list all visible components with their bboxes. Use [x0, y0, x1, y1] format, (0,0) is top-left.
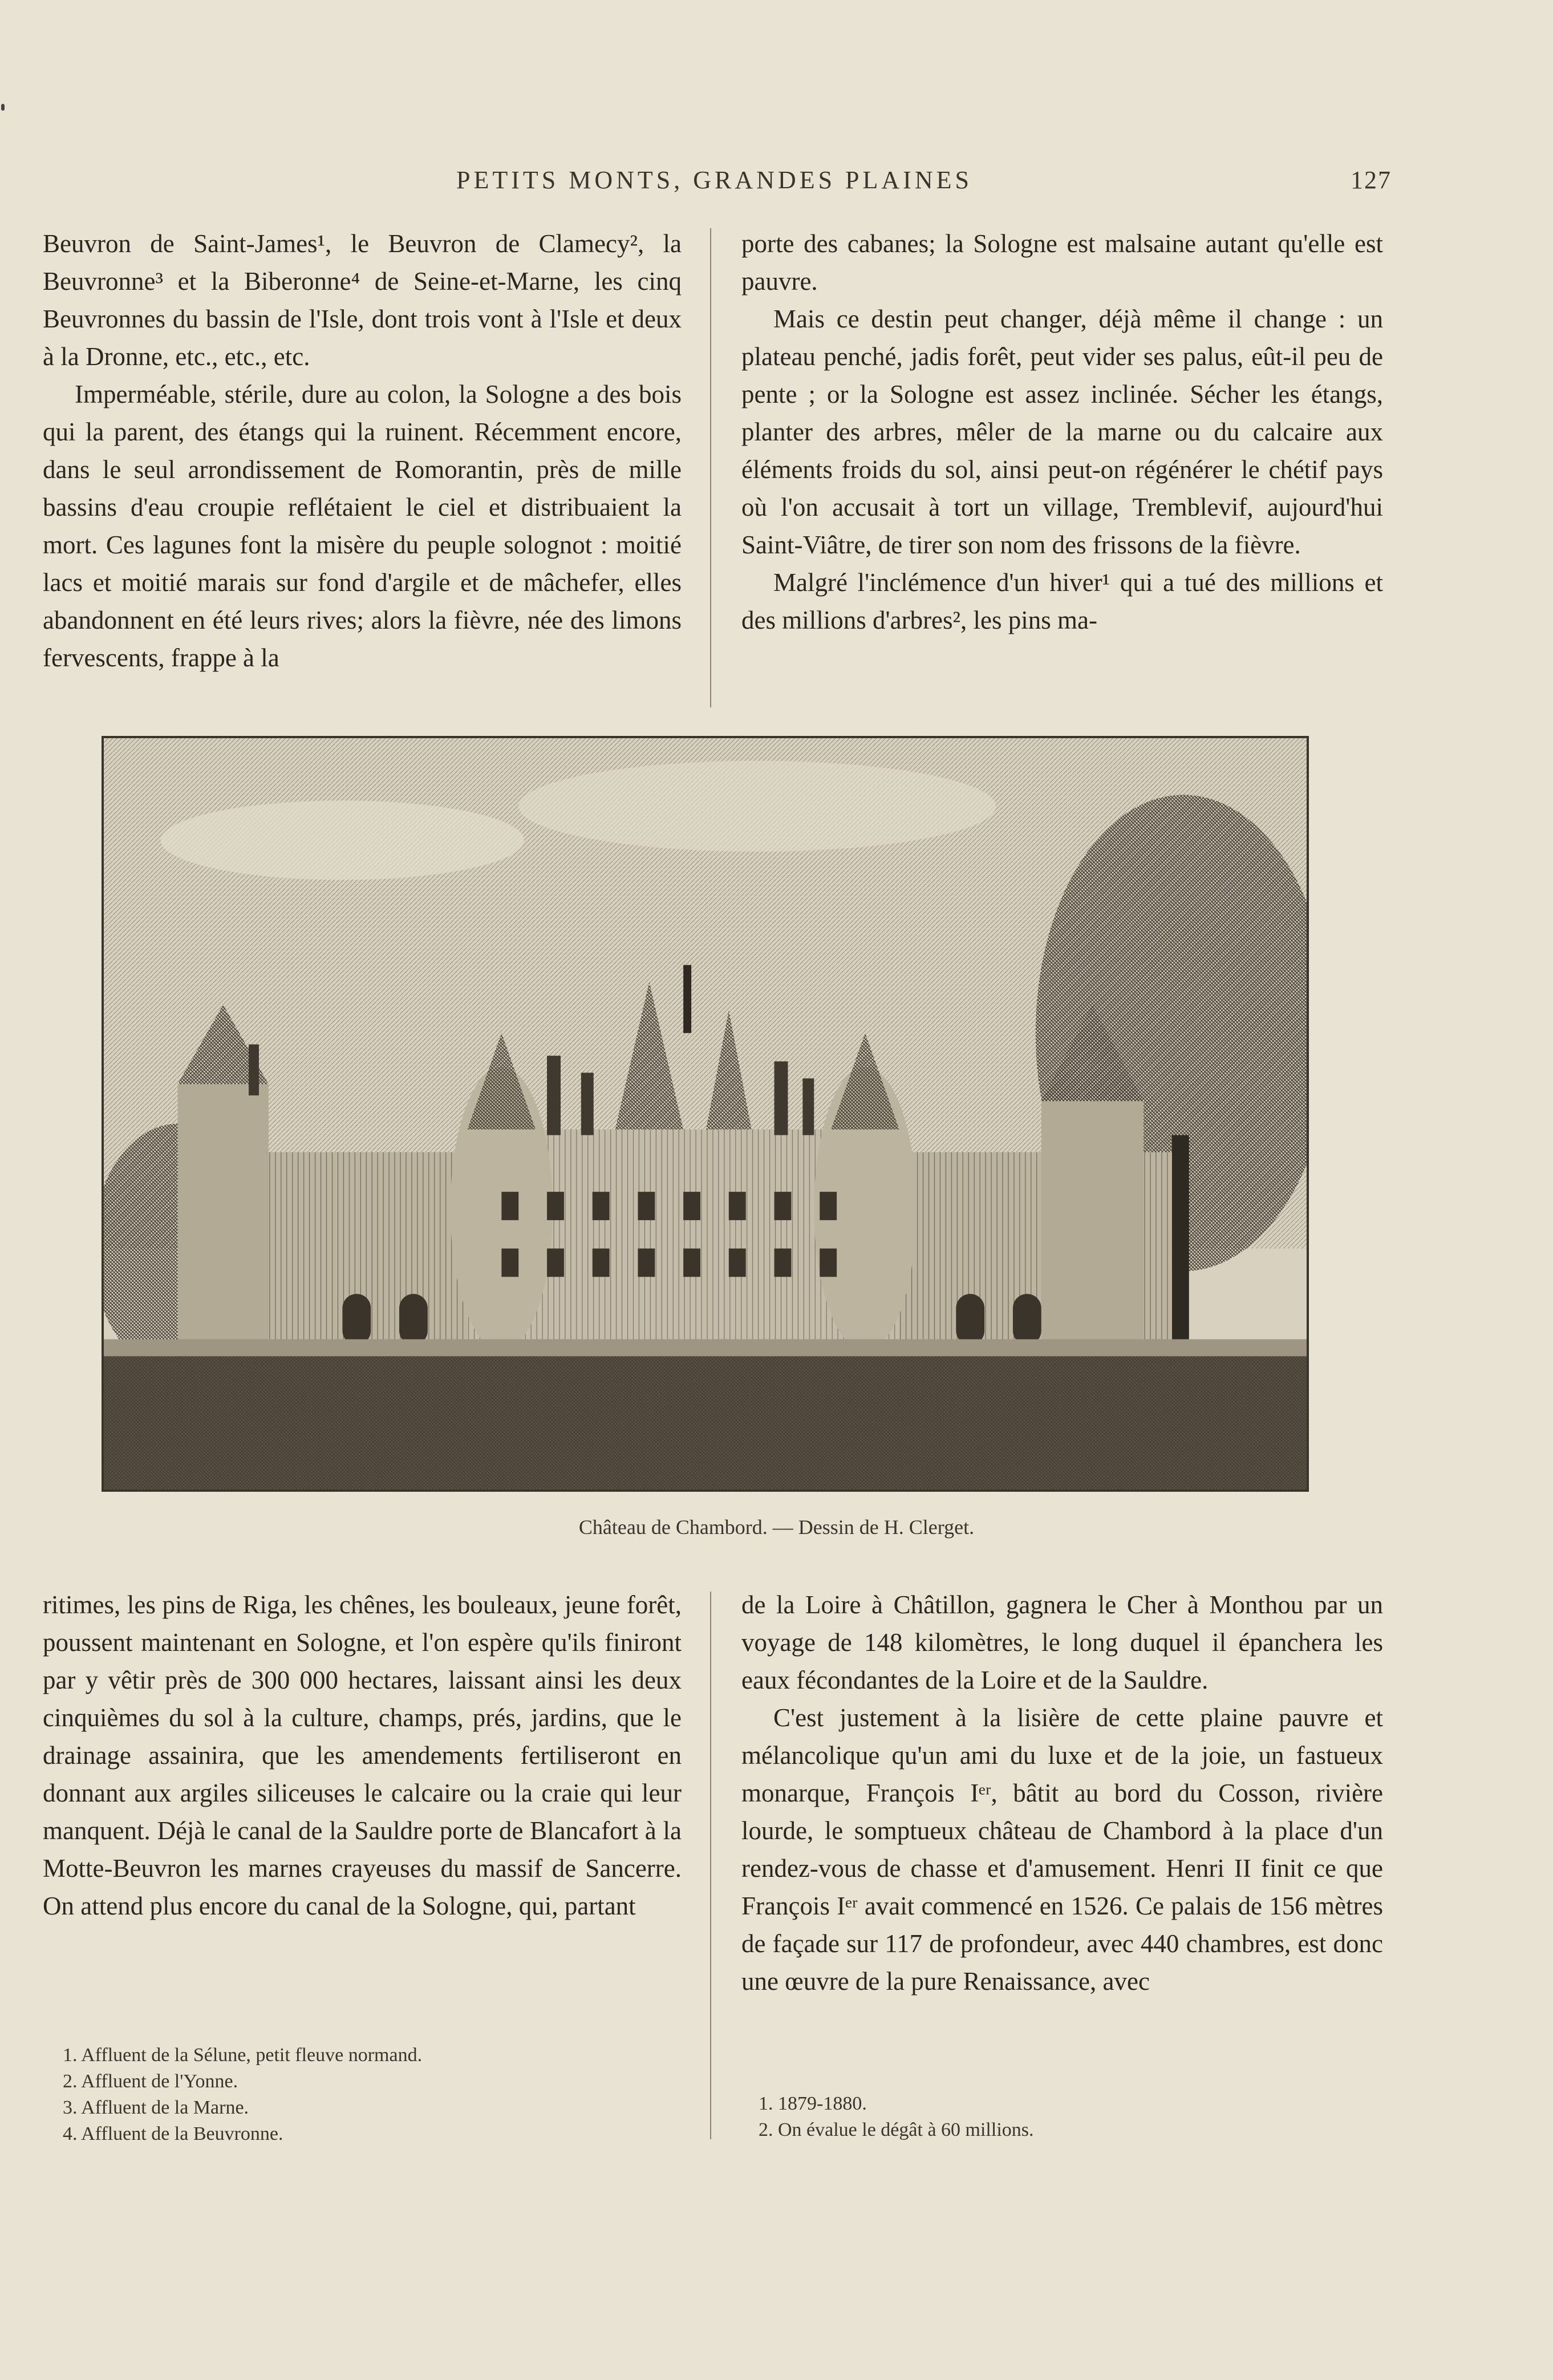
footnote: 4. Affluent de la Beuvronne. [63, 2123, 283, 2144]
chateau-illustration [104, 738, 1307, 1489]
footnote: 3. Affluent de la Marne. [63, 2097, 249, 2118]
figure-caption: Château de Chambord. — Dessin de H. Clerget. [578, 1516, 975, 1539]
paragraph: C'est justement à la lisière de cette plaine pauvre et mélancolique qu'un ami du luxe et de la joie, un fastueux monarque, François Iᵉʳ, bâtit au bord du Cosson, rivière lourde, le somptueux château de Chambord à la place d'un rendez-vous de chasse et d'amusement. Henri II finit ce que François Iᵉʳ avait commencé en 1526. Ce palais de 156 mètres de façade sur 117 de profondeur, avec 440 chambres, est donc une œuvre de la pure Renaissance, avec [741, 1703, 1383, 1996]
text-column-top-right [741, 225, 1383, 639]
footnotes-right [759, 2091, 1357, 2143]
paragraph: porte des cabanes; la Sologne est malsaine autant qu'elle est pauvre. [741, 229, 1383, 296]
footnote: 1. 1879-1880. [759, 2093, 867, 2114]
text-column-bottom-left [43, 1586, 682, 1925]
column-divider [710, 228, 711, 707]
engraving-chambord [102, 736, 1309, 1492]
column-divider [710, 1592, 711, 2139]
paragraph: Mais ce destin peut changer, déjà même il change : un plateau penché, jadis forêt, peut vider ses palus, eût-il peu de pente ; or la Sologne est assez inclinée. Sécher les étangs, planter des arbres, mêler de la marne ou du calcaire aux éléments froids du sol, ainsi peut-on régénérer le chétif pays où l'on accusait à tort un village, Tremblevif, aujourd'hui Saint-Viâtre, de tirer son nom des frissons de la fièvre. [741, 305, 1383, 559]
running-title: PETITS MONTS, GRANDES PLAINES [456, 166, 972, 194]
text-column-bottom-right [741, 1586, 1383, 2000]
margin-mark [1, 104, 5, 111]
footnote: 2. Affluent de l'Yonne. [63, 2071, 238, 2092]
paragraph: de la Loire à Châtillon, gagnera le Cher à Monthou par un voyage de 148 kilomètres, le long duquel il épanchera les eaux fécondantes de la Loire et de la Sauldre. [741, 1590, 1383, 1694]
text-column-top-left [43, 225, 682, 677]
paragraph: Imperméable, stérile, dure au colon, la Sologne a des bois qui la parent, des étangs qui la ruinent. Récemment encore, dans le seul arrondissement de Romorantin, près de mille bassins d'eau croupie reflétaient le ciel et distribuaient la mort. Ces lagunes font la misère du peuple solognot : moitié lacs et moitié marais sur fond d'argile et de mâchefer, elles abandonnent en été leurs rives; alors la fièvre, née des limons fervescents, frappe à la [43, 380, 682, 672]
page-number: 127 [1351, 166, 1392, 194]
footnote: 2. On évalue le dégât à 60 millions. [759, 2119, 1034, 2140]
footnote: 1. Affluent de la Sélune, petit fleuve normand. [63, 2045, 423, 2066]
paragraph: ritimes, les pins de Riga, les chênes, les bouleaux, jeune forêt, poussent maintenant en Sologne, et l'on espère qu'ils finiront par y vêtir près de 300 000 hectares, laissant ainsi les deux cinquièmes du sol à la culture, champs, prés, jardins, que le drainage assainira, que les amendements fertiliseront en donnant aux argiles siliceuses le calcaire ou la craie qui leur manquent. Déjà le canal de la Sauldre porte de Blancafort à la Motte-Beuvron les marnes crayeuses du massif de Sancerre. On attend plus encore du canal de la Sologne, qui, partant [43, 1590, 682, 1920]
paragraph: Malgré l'inclémence d'un hiver¹ qui a tué des millions et des millions d'arbres², les pins ma- [741, 568, 1383, 634]
footnotes-left [63, 2042, 662, 2147]
paragraph: Beuvron de Saint-James¹, le Beuvron de Clamecy², la Beuvronne³ et la Biberonne⁴ de Seine-et-Marne, les cinq Beuvronnes du bassin de l'Isle, dont trois vont à l'Isle et deux à la Dronne, etc., etc., etc. [43, 229, 682, 371]
